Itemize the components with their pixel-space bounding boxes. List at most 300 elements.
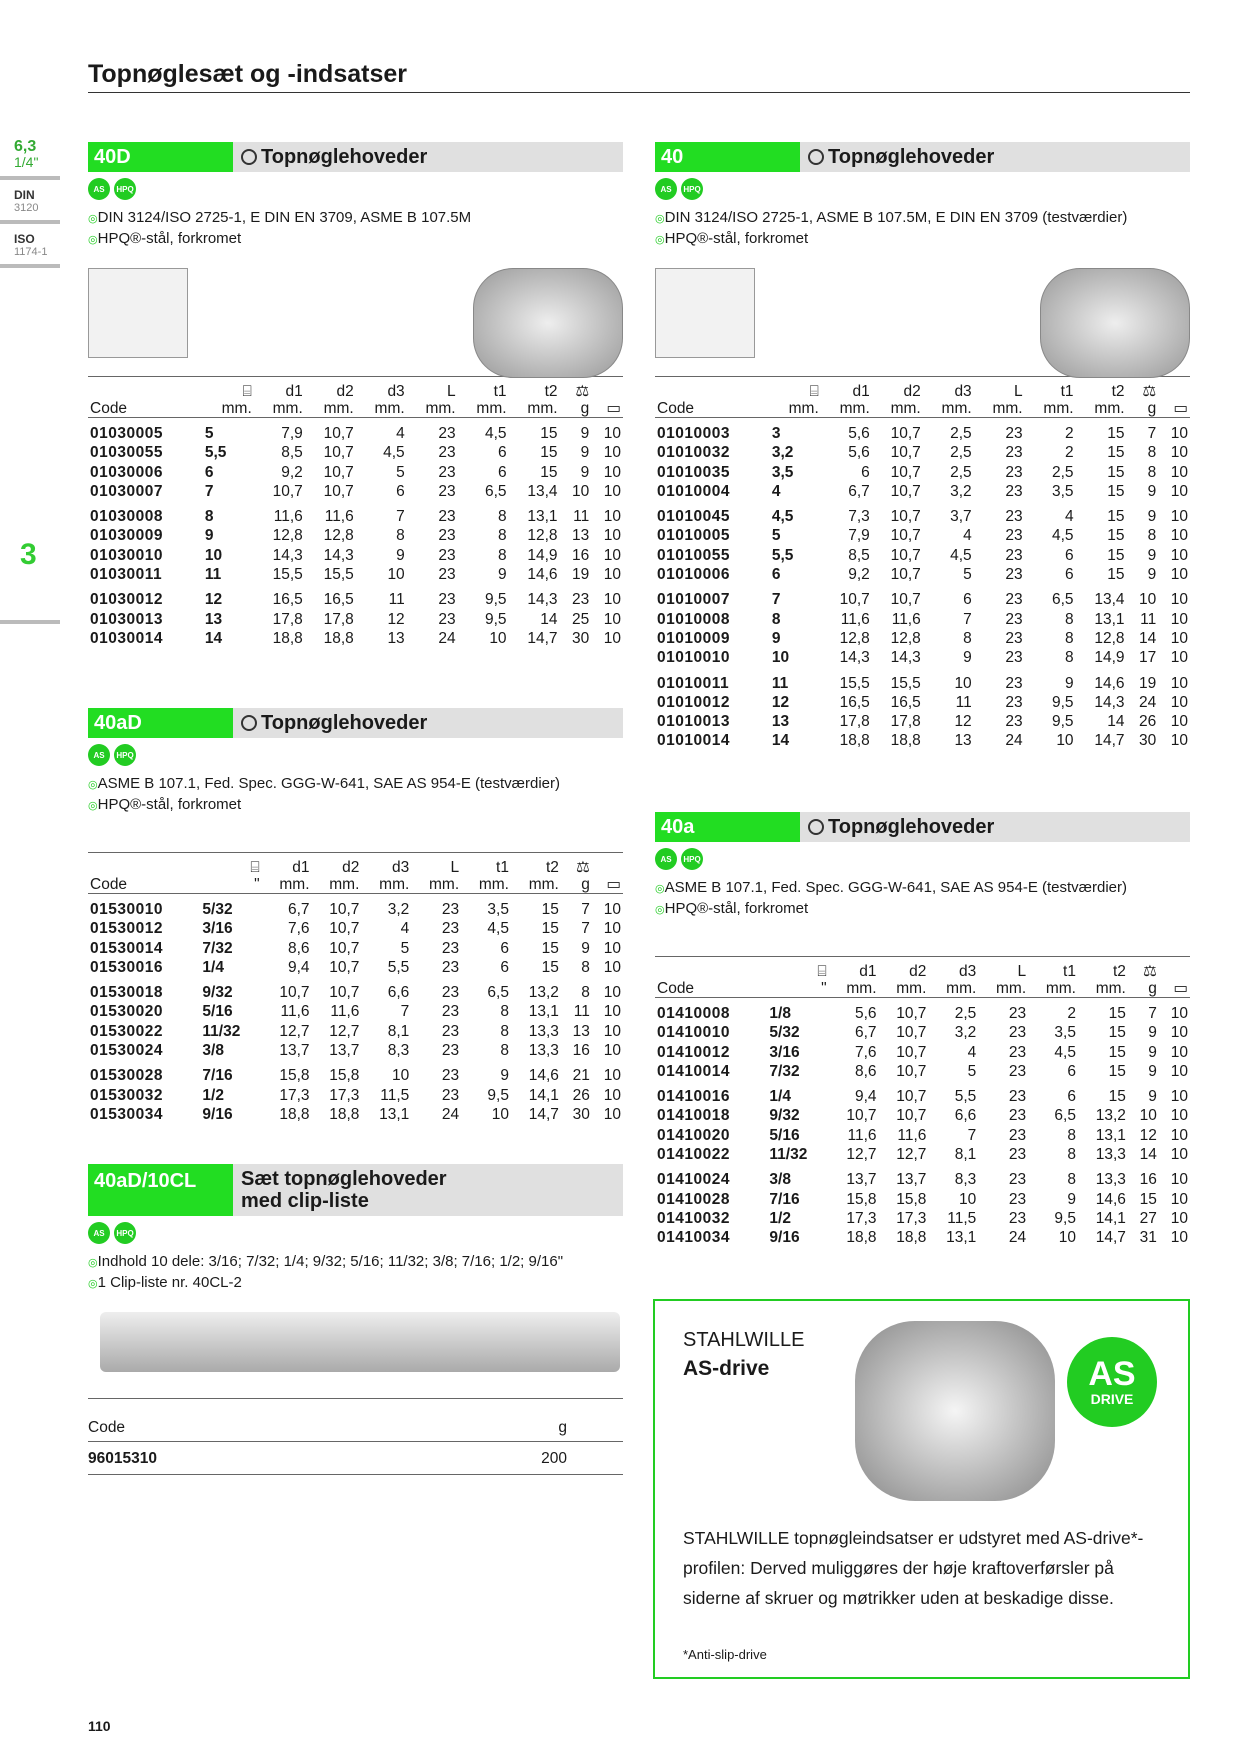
pack-icon: ▭ bbox=[591, 400, 623, 418]
cell: 24 bbox=[1139, 693, 1157, 711]
unit-header: mm. bbox=[312, 876, 362, 894]
spec-list: ◎ Indhold 10 dele: 3/16; 7/32; 1/4; 9/32; 5/16; 11/32; 3/8; 7/16; 1/2; 9/16" ◎ 1 Clip-liste nr. 40CL-2 bbox=[88, 1252, 623, 1294]
cell: 6,7 bbox=[854, 1024, 877, 1042]
unit-header: Code bbox=[88, 400, 203, 418]
cell: 3,5 bbox=[771, 463, 794, 481]
cell: 9,5 bbox=[485, 591, 507, 609]
cell: 10 bbox=[603, 901, 621, 918]
cell: 11,6 bbox=[280, 1003, 310, 1021]
wrench-size-icon: ⌸ bbox=[767, 957, 828, 981]
unit-header: mm. bbox=[770, 400, 821, 418]
unit-header: mm. bbox=[407, 400, 458, 418]
cell: 12 bbox=[204, 591, 223, 609]
column-header: t1 bbox=[1028, 957, 1078, 981]
cell: 23 bbox=[438, 527, 456, 545]
cell: 8 bbox=[1147, 444, 1157, 462]
cell: 10,7 bbox=[323, 425, 354, 442]
cell: 7,3 bbox=[848, 508, 870, 526]
cell: 23 bbox=[1008, 1171, 1027, 1189]
table-row bbox=[88, 610, 623, 629]
cell: 13,3 bbox=[528, 1042, 559, 1060]
cell: 13,7 bbox=[896, 1171, 927, 1189]
column-header: t2 bbox=[509, 377, 560, 401]
article-code: 01010010 bbox=[657, 649, 730, 667]
cell: 16 bbox=[572, 546, 590, 564]
cell: 30 bbox=[1139, 732, 1157, 750]
side-index bbox=[0, 138, 60, 276]
cell: 10 bbox=[1170, 1024, 1188, 1042]
cell: 10,7 bbox=[890, 425, 921, 442]
title-divider bbox=[88, 92, 1190, 93]
cell: 2,5 bbox=[950, 444, 972, 462]
article-code: 01530032 bbox=[90, 1086, 163, 1104]
table-row bbox=[655, 1126, 1190, 1145]
cell: 10 bbox=[603, 527, 621, 545]
table-row bbox=[88, 894, 623, 920]
cell: 14,3 bbox=[839, 649, 870, 667]
cell: 23 bbox=[1005, 649, 1023, 667]
article-code: 01410010 bbox=[657, 1024, 730, 1042]
cell: 8,5 bbox=[281, 444, 303, 462]
cell: 10 bbox=[1170, 566, 1188, 584]
cell: 23 bbox=[1005, 508, 1023, 526]
cell: 23 bbox=[438, 591, 456, 609]
cell: 7,6 bbox=[854, 1043, 877, 1061]
cell: 10 bbox=[603, 1003, 621, 1021]
cell: 8 bbox=[581, 958, 590, 976]
article-code: 01410020 bbox=[657, 1126, 730, 1144]
cell: 5/16 bbox=[202, 1003, 233, 1021]
cell: 14,6 bbox=[528, 1067, 559, 1085]
cell: 10 bbox=[1170, 1146, 1188, 1164]
cell: 11,6 bbox=[847, 1126, 877, 1144]
cell: 10 bbox=[1058, 1229, 1076, 1247]
cell: 13,7 bbox=[279, 1042, 310, 1060]
cell: 6 bbox=[1064, 566, 1074, 584]
cell: 15 bbox=[1107, 463, 1125, 481]
column-header: d3 bbox=[356, 377, 407, 401]
article-code: 01010012 bbox=[657, 693, 730, 711]
column-header: d3 bbox=[923, 377, 974, 401]
cell: 23 bbox=[438, 610, 456, 628]
cell: 13,1 bbox=[1094, 610, 1125, 628]
column-header: t2 bbox=[1078, 957, 1128, 981]
cell: 6 bbox=[1064, 546, 1074, 564]
cell: 15 bbox=[540, 463, 558, 481]
column-header bbox=[88, 853, 200, 877]
cell: 23 bbox=[572, 591, 590, 609]
cell: 10 bbox=[603, 425, 621, 442]
cell: 12,7 bbox=[896, 1146, 927, 1164]
cell: 6,7 bbox=[287, 901, 310, 918]
cell: 10,7 bbox=[890, 444, 921, 462]
cell: 12,7 bbox=[279, 1022, 310, 1040]
cell: 23 bbox=[1008, 1005, 1027, 1022]
cell: 14,3 bbox=[527, 591, 558, 609]
table-row bbox=[655, 668, 1190, 693]
as-drive-icon: AS bbox=[88, 1222, 110, 1244]
cell: 12,7 bbox=[846, 1146, 877, 1164]
spec-table bbox=[88, 376, 623, 648]
cell: 11 bbox=[573, 508, 590, 526]
cell: 8 bbox=[1147, 463, 1157, 481]
cell: 7,6 bbox=[287, 920, 310, 938]
cell: 9/16 bbox=[769, 1229, 800, 1247]
table-row bbox=[88, 629, 623, 648]
cell: 9 bbox=[497, 566, 507, 584]
article-code: 01410032 bbox=[657, 1209, 730, 1227]
cell: 10 bbox=[1170, 1005, 1188, 1022]
cell: 12,7 bbox=[329, 1022, 360, 1040]
table-row bbox=[88, 1105, 623, 1124]
unit-header: mm. bbox=[262, 876, 312, 894]
article-code: 01010003 bbox=[657, 425, 730, 442]
cell: 12,8 bbox=[1094, 629, 1125, 647]
article-code: 01410016 bbox=[657, 1088, 730, 1106]
table-row bbox=[655, 463, 1190, 482]
table-row bbox=[88, 1022, 623, 1041]
cell: 23 bbox=[438, 425, 456, 442]
cell: 3,7 bbox=[950, 508, 972, 526]
cell: 16,5 bbox=[890, 693, 921, 711]
cell: 9 bbox=[1148, 1043, 1157, 1061]
cell: 15,5 bbox=[272, 566, 303, 584]
cell: 8 bbox=[1064, 610, 1074, 628]
article-code: 01010013 bbox=[657, 713, 730, 731]
cell: 8 bbox=[500, 1042, 509, 1060]
cell: 9 bbox=[771, 629, 781, 647]
cell: 17,3 bbox=[846, 1209, 877, 1227]
cell: 10 bbox=[1170, 1229, 1188, 1247]
table-row bbox=[655, 648, 1190, 667]
article-code: 01010009 bbox=[657, 629, 730, 647]
table-row bbox=[655, 1145, 1190, 1164]
side-din-label: DIN bbox=[14, 188, 35, 202]
section-code: 40 bbox=[655, 142, 800, 172]
cell: 9 bbox=[1147, 482, 1157, 500]
cell: 8 bbox=[396, 527, 405, 545]
article-code: 01010005 bbox=[657, 527, 730, 545]
cell: 4,5 bbox=[383, 444, 405, 462]
cell: 8,3 bbox=[954, 1171, 977, 1189]
cell: 18,8 bbox=[846, 1229, 877, 1247]
unit-header: g bbox=[560, 400, 592, 418]
cell: 26 bbox=[572, 1086, 590, 1104]
unit-header: g bbox=[1127, 400, 1159, 418]
cell: 15 bbox=[541, 958, 559, 976]
article-code: 01010035 bbox=[657, 463, 730, 481]
cell: 9 bbox=[1067, 1190, 1076, 1208]
table-row bbox=[88, 482, 623, 501]
cell: 10 bbox=[1170, 1088, 1188, 1106]
cell: 10,7 bbox=[896, 1062, 927, 1080]
cell: 13,1 bbox=[527, 508, 558, 526]
cell: 14,3 bbox=[323, 546, 354, 564]
cell: 8 bbox=[771, 610, 781, 628]
cell: 9,5 bbox=[485, 610, 507, 628]
cell: 25 bbox=[572, 610, 590, 628]
cell: 23 bbox=[441, 984, 460, 1002]
unit-header: mm. bbox=[511, 876, 561, 894]
weight-icon: ⚖ bbox=[560, 377, 592, 401]
cell: 31 bbox=[1139, 1229, 1157, 1247]
side-iso-value: 1174-1 bbox=[14, 246, 48, 258]
table-row bbox=[655, 584, 1190, 609]
cell: 5 bbox=[396, 463, 405, 481]
cell: 13 bbox=[771, 713, 790, 731]
cell: 5/32 bbox=[769, 1024, 800, 1042]
cell: 13,1 bbox=[528, 1003, 559, 1021]
cell: 10,7 bbox=[329, 984, 360, 1002]
promo-title: AS-drive bbox=[683, 1357, 770, 1380]
cell: 6,5 bbox=[487, 984, 509, 1002]
cell: 10,7 bbox=[329, 920, 360, 938]
cell: 10 bbox=[1170, 508, 1188, 526]
cell: 11 bbox=[388, 591, 405, 609]
cell: 10 bbox=[1170, 591, 1188, 609]
cell: 3 bbox=[771, 425, 781, 442]
table-row bbox=[88, 1041, 623, 1060]
cell: 4 bbox=[396, 425, 405, 442]
unit-header: mm. bbox=[305, 400, 356, 418]
column-header: t1 bbox=[461, 853, 511, 877]
cell: 23 bbox=[438, 463, 456, 481]
cell: 8 bbox=[497, 546, 507, 564]
cell: 11,6 bbox=[273, 508, 303, 526]
table-row bbox=[655, 1190, 1190, 1209]
cell: 6 bbox=[500, 958, 509, 976]
cell: 13,2 bbox=[1095, 1107, 1126, 1125]
cell: 3,2 bbox=[950, 482, 972, 500]
cell: 14 bbox=[1107, 713, 1125, 731]
cell: 24 bbox=[438, 629, 456, 647]
page-number: 110 bbox=[88, 1718, 111, 1734]
cell: 9 bbox=[396, 546, 405, 564]
cell: 15,8 bbox=[846, 1190, 877, 1208]
cell: 17,8 bbox=[272, 610, 303, 628]
cell: 8 bbox=[497, 508, 507, 526]
cell: 15 bbox=[540, 425, 558, 442]
cell: 13,3 bbox=[1095, 1146, 1126, 1164]
column-header bbox=[1159, 957, 1190, 981]
cell: 14,3 bbox=[1094, 693, 1125, 711]
cell: 8,6 bbox=[854, 1062, 877, 1080]
cell: 10 bbox=[1170, 1209, 1188, 1227]
cell: 5,5 bbox=[387, 958, 410, 976]
cell: 18,8 bbox=[896, 1229, 927, 1247]
cell: 8,5 bbox=[848, 546, 870, 564]
column-header: d2 bbox=[879, 957, 929, 981]
cell: 10,7 bbox=[279, 984, 310, 1002]
cell: 5/16 bbox=[769, 1126, 800, 1144]
table-row bbox=[655, 629, 1190, 648]
cell: 13,4 bbox=[527, 482, 558, 500]
cell: 12 bbox=[954, 713, 972, 731]
article-code: 01010008 bbox=[657, 610, 730, 628]
article-code: 01410018 bbox=[657, 1107, 730, 1125]
cell: 9,4 bbox=[854, 1088, 877, 1106]
unit-header: Code bbox=[655, 400, 770, 418]
table-row bbox=[88, 919, 623, 938]
cell: 12,8 bbox=[527, 527, 558, 545]
pack-icon: ▭ bbox=[1158, 400, 1190, 418]
column-header bbox=[1158, 377, 1190, 401]
cell: 9 bbox=[580, 463, 590, 481]
cell: 10 bbox=[603, 463, 621, 481]
cell: 4 bbox=[771, 482, 781, 500]
cell: 9 bbox=[1148, 1062, 1157, 1080]
article-code: 01530016 bbox=[90, 958, 163, 976]
cell: 15,5 bbox=[323, 566, 354, 584]
as-drive-icon: AS bbox=[88, 178, 110, 200]
cell: 23 bbox=[441, 1067, 460, 1085]
cell: 10 bbox=[392, 1067, 410, 1085]
cell: 10,7 bbox=[890, 591, 921, 609]
column-header: t1 bbox=[458, 377, 509, 401]
article-code: 01410008 bbox=[657, 1005, 730, 1022]
cell: 24 bbox=[1005, 732, 1023, 750]
spec-list: ◎ ASME B 107.1, Fed. Spec. GGG-W-641, SAE AS 954-E (testværdier) ◎ HPQ®-stål, forkromet bbox=[655, 878, 1190, 920]
article-code: 01030006 bbox=[90, 463, 163, 481]
as-drive-icon: AS bbox=[655, 178, 677, 200]
cell: 1/2 bbox=[769, 1209, 791, 1227]
cell: 9 bbox=[580, 444, 590, 462]
socket-icon bbox=[808, 819, 824, 835]
clip-set-photo bbox=[100, 1312, 620, 1372]
cell: 6 bbox=[963, 591, 972, 609]
column-header: d2 bbox=[872, 377, 923, 401]
table-row bbox=[88, 463, 623, 482]
article-code: 01030014 bbox=[90, 629, 163, 647]
cell: 15 bbox=[541, 920, 559, 938]
cell: 10 bbox=[603, 984, 621, 1002]
cell: 6 bbox=[497, 463, 507, 481]
article-code: 01010011 bbox=[657, 674, 730, 692]
cell: 8 bbox=[1064, 629, 1074, 647]
column-header: d1 bbox=[821, 377, 872, 401]
table-row bbox=[655, 418, 1190, 444]
article-code: 01030008 bbox=[90, 508, 163, 526]
table-row bbox=[88, 501, 623, 526]
cell: 5,5 bbox=[954, 1088, 977, 1106]
cell: 2,5 bbox=[954, 1005, 977, 1022]
column-header bbox=[88, 377, 203, 401]
table-row bbox=[88, 443, 623, 462]
cell: 23 bbox=[438, 546, 456, 564]
cell: 10 bbox=[1170, 649, 1188, 667]
cell: 8 bbox=[581, 984, 590, 1002]
cell: 13 bbox=[387, 629, 405, 647]
cell: 13,3 bbox=[1095, 1171, 1126, 1189]
cell: 13 bbox=[954, 732, 972, 750]
table-row bbox=[655, 1081, 1190, 1106]
cell: 15 bbox=[1108, 1024, 1126, 1042]
unit-header: g bbox=[561, 876, 592, 894]
cell: 18,8 bbox=[839, 732, 870, 750]
table-row bbox=[655, 565, 1190, 584]
section-code: 40aD bbox=[88, 708, 233, 738]
article-code: 01410024 bbox=[657, 1171, 730, 1189]
unit-header: mm. bbox=[872, 400, 923, 418]
cell: 5,5 bbox=[771, 546, 794, 564]
unit-header: mm. bbox=[356, 400, 407, 418]
article-code: 01530012 bbox=[90, 920, 163, 938]
cell: 23 bbox=[1008, 1126, 1027, 1144]
cell: 6,7 bbox=[848, 482, 870, 500]
cell: 23 bbox=[1005, 546, 1023, 564]
cell: 23 bbox=[1008, 1024, 1027, 1042]
cell: 9 bbox=[1148, 1024, 1157, 1042]
cell: 2 bbox=[1064, 444, 1074, 462]
cell: 7,9 bbox=[848, 527, 870, 545]
cell: 10 bbox=[603, 1067, 621, 1085]
cell: 10 bbox=[1170, 629, 1188, 647]
cell: 5,6 bbox=[854, 1005, 877, 1022]
cell: 15 bbox=[1107, 425, 1125, 442]
section-code: 40aD/10CL bbox=[88, 1164, 233, 1216]
cell: 12 bbox=[771, 693, 790, 711]
cell: 8 bbox=[1067, 1171, 1076, 1189]
cell: 11 bbox=[1140, 610, 1157, 628]
article-code: 01410034 bbox=[657, 1229, 730, 1247]
cell: 8 bbox=[963, 629, 972, 647]
table-row bbox=[655, 443, 1190, 462]
cell: 10 bbox=[603, 1086, 621, 1104]
cell: 10,7 bbox=[839, 591, 870, 609]
hpq-icon: HPQ bbox=[681, 178, 703, 200]
table-row bbox=[88, 1086, 623, 1105]
table-row bbox=[655, 610, 1190, 629]
cell: 7 bbox=[963, 610, 972, 628]
set-table: Code g 96015310 200 bbox=[88, 1398, 623, 1475]
cell: 2,5 bbox=[950, 425, 972, 442]
cell: 9,5 bbox=[1054, 1209, 1076, 1227]
cell: 7 bbox=[581, 901, 590, 918]
unit-header: Code bbox=[88, 876, 200, 894]
cell: 14,1 bbox=[528, 1086, 559, 1104]
cell: 8 bbox=[1147, 527, 1157, 545]
cell: 10 bbox=[603, 939, 621, 957]
cell: 8,1 bbox=[387, 1022, 410, 1040]
cell: 14,7 bbox=[528, 1105, 559, 1123]
side-size: 6,3 bbox=[14, 138, 37, 155]
cell: 10 bbox=[489, 629, 507, 647]
cell: 10 bbox=[1170, 1171, 1188, 1189]
cell: 10,7 bbox=[890, 546, 921, 564]
cell: 7 bbox=[204, 482, 214, 500]
cell: 8,6 bbox=[287, 939, 310, 957]
article-code: 01410022 bbox=[657, 1146, 730, 1164]
cell: 13,3 bbox=[528, 1022, 559, 1040]
unit-header: " bbox=[767, 980, 828, 998]
cell: 10 bbox=[954, 674, 972, 692]
cell: 10,7 bbox=[329, 939, 360, 957]
cell: 4 bbox=[963, 527, 972, 545]
article-code: 01410012 bbox=[657, 1043, 730, 1061]
cell: 10 bbox=[1139, 591, 1157, 609]
table-row bbox=[88, 958, 623, 977]
cell: 13,1 bbox=[379, 1105, 410, 1123]
cell: 12 bbox=[1139, 1126, 1157, 1144]
cell: 9 bbox=[1147, 566, 1157, 584]
unit-header: mm. bbox=[928, 980, 978, 998]
cell: 23 bbox=[1008, 1190, 1027, 1208]
column-header bbox=[655, 957, 767, 981]
table-row bbox=[88, 418, 623, 444]
cell: 8 bbox=[1067, 1126, 1076, 1144]
article-code: 01530010 bbox=[90, 901, 163, 918]
cell: 10,7 bbox=[323, 463, 354, 481]
